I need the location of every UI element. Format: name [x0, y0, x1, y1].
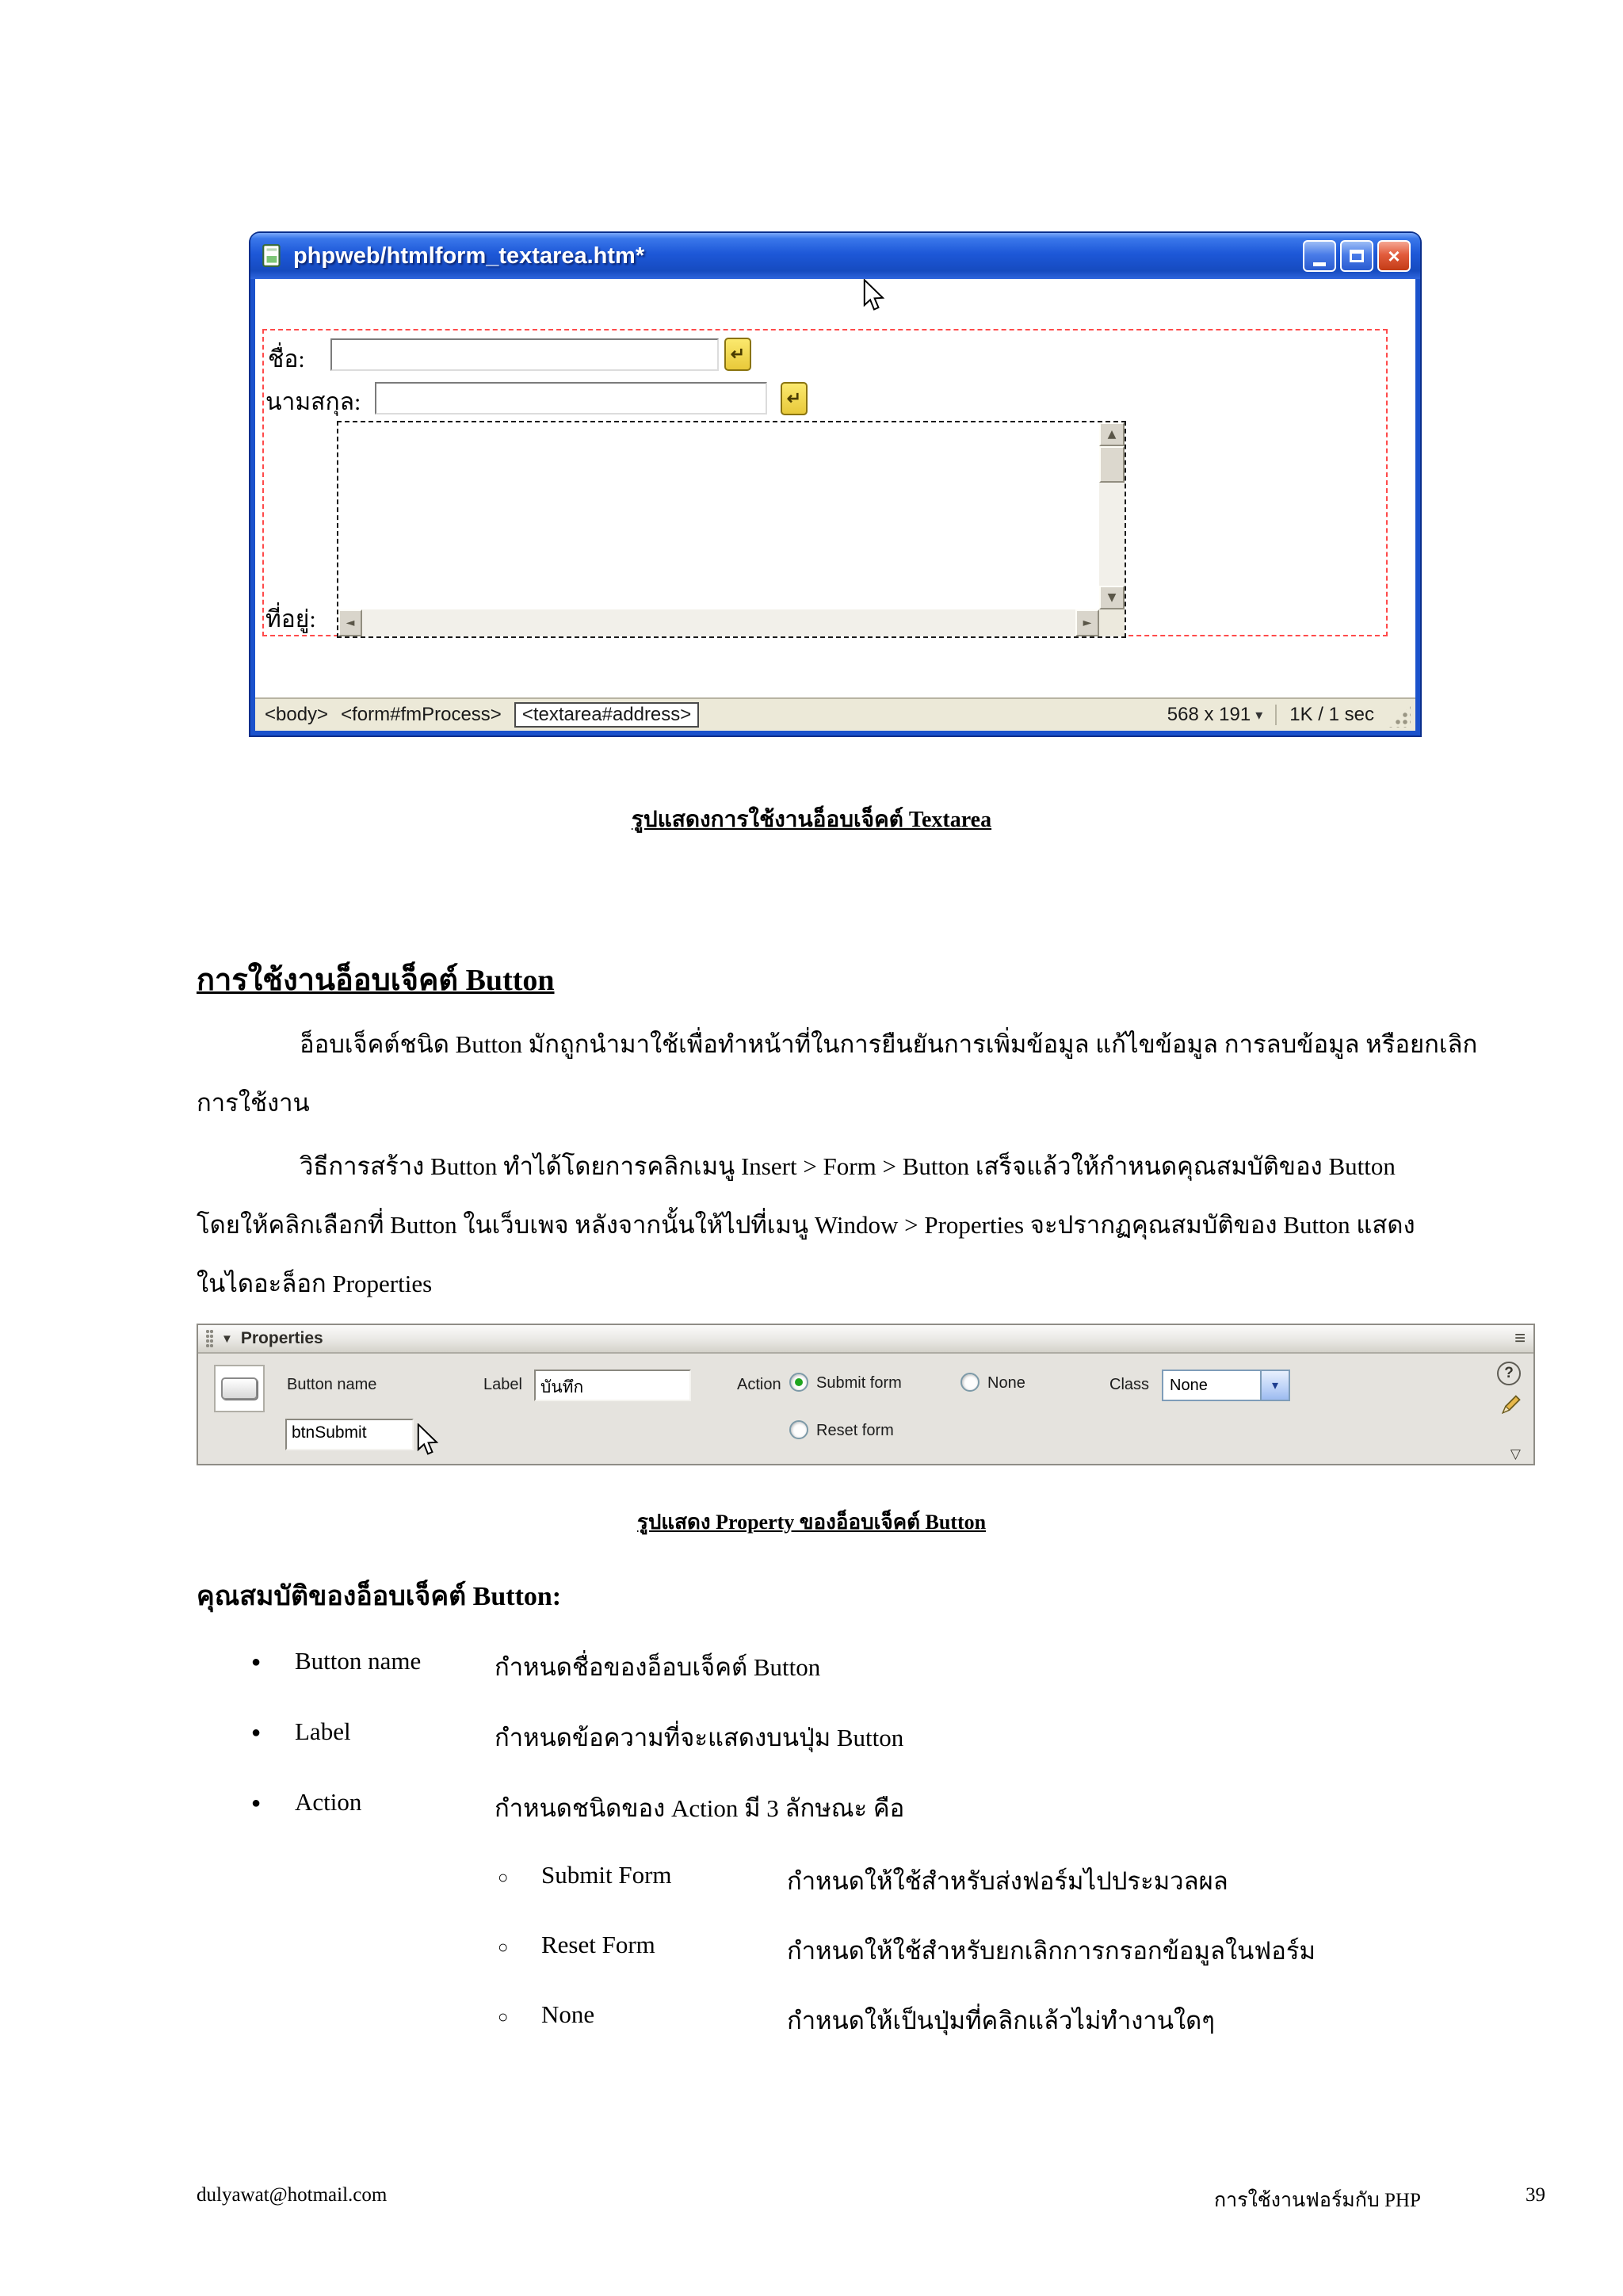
bullet-icon: ●	[251, 1653, 262, 1671]
maximize-icon	[1350, 250, 1364, 262]
scroll-left-icon[interactable]: ◄	[338, 609, 362, 636]
window-controls	[1303, 240, 1411, 272]
tag-selector-form[interactable]: <form#fmProcess>	[341, 704, 502, 725]
document-icon	[260, 243, 285, 269]
circle-bullet-icon: ○	[498, 2007, 509, 2027]
button-name-input[interactable]: btnSubmit	[285, 1419, 414, 1450]
radio-submit-form-label: Submit form	[816, 1374, 902, 1392]
mouse-cursor	[861, 279, 888, 314]
action-option-term: None	[541, 2000, 595, 2028]
window-titlebar[interactable]	[250, 233, 1420, 279]
action-option-description: กำหนดให้ใช้สำหรับยกเลิกการกรอกข้อมูลในฟอร์ม	[787, 1937, 1316, 1965]
scroll-down-icon[interactable]: ▼	[1099, 586, 1125, 609]
radio-submit-form[interactable]	[789, 1373, 808, 1392]
collapse-icon[interactable]: ▼	[221, 1331, 233, 1346]
paragraph-line: อ็อบเจ็คต์ชนิด Button มักถูกนำมาใช้เพื่อทำหน้าที่ในการยืนยันการเพิ่มข้อมูล แก้ไขข้อมูล การลบข้อมูล หรือยกเลิก	[300, 1030, 1478, 1058]
paragraph-line: โดยให้คลิกเลือกที่ Button ในเว็บเพจ หลังจากนั้นให้ไปที่เมนู Window > Properties จะปรากฏคุณสมบัติของ Button แสดง	[197, 1211, 1415, 1239]
action-option-term: Reset Form	[541, 1931, 655, 1958]
address-field-label: ที่อยู่:	[265, 606, 316, 632]
mouse-cursor	[414, 1423, 441, 1458]
label-input[interactable]: บันทึก	[534, 1370, 691, 1401]
properties-panel	[197, 1324, 1535, 1465]
action-label: Action	[737, 1376, 781, 1393]
bullet-icon: ●	[251, 1724, 262, 1741]
circle-bullet-icon: ○	[498, 1867, 509, 1887]
panel-grip-icon[interactable]	[206, 1330, 213, 1347]
properties-panel-header[interactable]	[198, 1325, 1533, 1354]
window-title: phpweb/htmlform_textarea.htm*	[293, 243, 645, 269]
surname-text-input[interactable]	[375, 382, 767, 415]
panel-title: Properties	[240, 1329, 323, 1347]
minimize-button[interactable]	[1303, 240, 1336, 272]
action-option-description: กำหนดให้ใช้สำหรับส่งฟอร์มไปประมวลผล	[787, 1867, 1228, 1895]
resize-grip[interactable]	[1388, 705, 1411, 728]
section-heading: การใช้งานอ็อบเจ็คต์ Button	[197, 964, 555, 997]
property-description: กำหนดชื่อของอ็อบเจ็คต์ Button	[495, 1653, 821, 1681]
status-bar	[255, 697, 1415, 731]
tag-selector-body[interactable]: <body>	[265, 704, 329, 725]
name-field-label: ชื่อ:	[268, 346, 305, 372]
window-size-indicator[interactable]: 568 x 191	[1167, 704, 1251, 725]
surname-field-label: นามสกุล:	[265, 389, 361, 415]
scrollbar-thumb[interactable]	[1099, 446, 1125, 483]
properties-list-heading: คุณสมบัติของอ็อบเจ็คต์ Button:	[197, 1582, 562, 1611]
button-name-label: Button name	[287, 1376, 377, 1393]
scroll-right-icon[interactable]: ►	[1075, 609, 1099, 636]
property-description: กำหนดชนิดของ Action มี 3 ลักษณะ คือ	[495, 1794, 905, 1822]
tag-selector-textarea[interactable]: <textarea#address>	[514, 702, 699, 728]
line-break-icon: ↵	[781, 382, 808, 415]
radio-none-label: None	[987, 1374, 1025, 1392]
action-option-term: Submit Form	[541, 1861, 672, 1889]
vertical-scrollbar[interactable]	[1099, 422, 1125, 609]
size-dropdown-icon[interactable]: ▾	[1255, 706, 1263, 723]
scrollbar-corner	[1099, 609, 1125, 636]
line-break-icon: ↵	[724, 338, 751, 371]
label-label: Label	[483, 1376, 522, 1393]
property-term: Action	[295, 1788, 362, 1816]
close-button[interactable]: ×	[1377, 240, 1411, 272]
class-select[interactable]	[1162, 1370, 1290, 1401]
design-view-canvas	[255, 279, 1415, 697]
property-term: Button name	[295, 1647, 422, 1675]
property-description: กำหนดข้อความที่จะแสดงบนปุ่ม Button	[495, 1724, 904, 1752]
action-option-description: กำหนดให้เป็นปุ่มที่คลิกแล้วไม่ทำงานใดๆ	[787, 2007, 1215, 2034]
radio-none[interactable]	[960, 1373, 980, 1392]
expander-icon[interactable]: ▽	[1510, 1446, 1521, 1461]
paragraph-line: การใช้งาน	[197, 1089, 310, 1117]
sub-list-item	[0, 1861, 1623, 1896]
statusbar-divider	[1275, 705, 1277, 725]
footer-page-number: 39	[1526, 2184, 1545, 2206]
list-item	[0, 1717, 1623, 1752]
class-label: Class	[1109, 1376, 1150, 1393]
panel-menu-icon[interactable]: ≡	[1514, 1328, 1526, 1349]
sub-list-item	[0, 2000, 1623, 2035]
figure-caption-textarea: รูปแสดงการใช้งานอ็อบเจ็คต์ Textarea	[631, 808, 992, 832]
scroll-up-icon[interactable]: ▲	[1099, 422, 1125, 446]
footer-doc-title: การใช้งานฟอร์มกับ PHP	[1214, 2190, 1421, 2211]
circle-bullet-icon: ○	[498, 1937, 509, 1957]
maximize-button[interactable]	[1340, 240, 1373, 272]
radio-reset-form[interactable]	[789, 1420, 808, 1439]
minimize-icon	[1313, 262, 1326, 266]
radio-reset-form-label: Reset form	[816, 1422, 894, 1439]
property-term: Label	[295, 1717, 351, 1745]
class-select-value: None	[1170, 1376, 1208, 1394]
list-item	[0, 1788, 1623, 1823]
footer-email: dulyawat@hotmail.com	[197, 2184, 388, 2206]
dropdown-arrow-icon[interactable]: ▾	[1260, 1371, 1289, 1400]
editor-window	[250, 233, 1420, 735]
edit-icon[interactable]	[1500, 1393, 1522, 1415]
paragraph-line: วิธีการสร้าง Button ทำได้โดยการคลิกเมนู Insert > Form > Button เสร็จแล้วให้กำหนดคุณสมบัติของ Button	[300, 1152, 1396, 1180]
paragraph-line: ในไดอะล็อก Properties	[197, 1270, 433, 1297]
figure-caption-properties: รูปแสดง Property ของอ็อบเจ็คต์ Button	[636, 1511, 987, 1534]
help-icon[interactable]: ?	[1497, 1362, 1521, 1385]
button-icon	[221, 1377, 258, 1400]
button-preview-thumbnail	[214, 1365, 265, 1412]
list-item	[0, 1647, 1623, 1682]
bullet-icon: ●	[251, 1794, 262, 1812]
name-text-input[interactable]	[330, 338, 719, 371]
file-size-indicator: 1K / 1 sec	[1289, 704, 1374, 725]
horizontal-scrollbar[interactable]	[338, 609, 1099, 636]
sub-list-item	[0, 1931, 1623, 1966]
address-textarea[interactable]	[337, 421, 1126, 638]
